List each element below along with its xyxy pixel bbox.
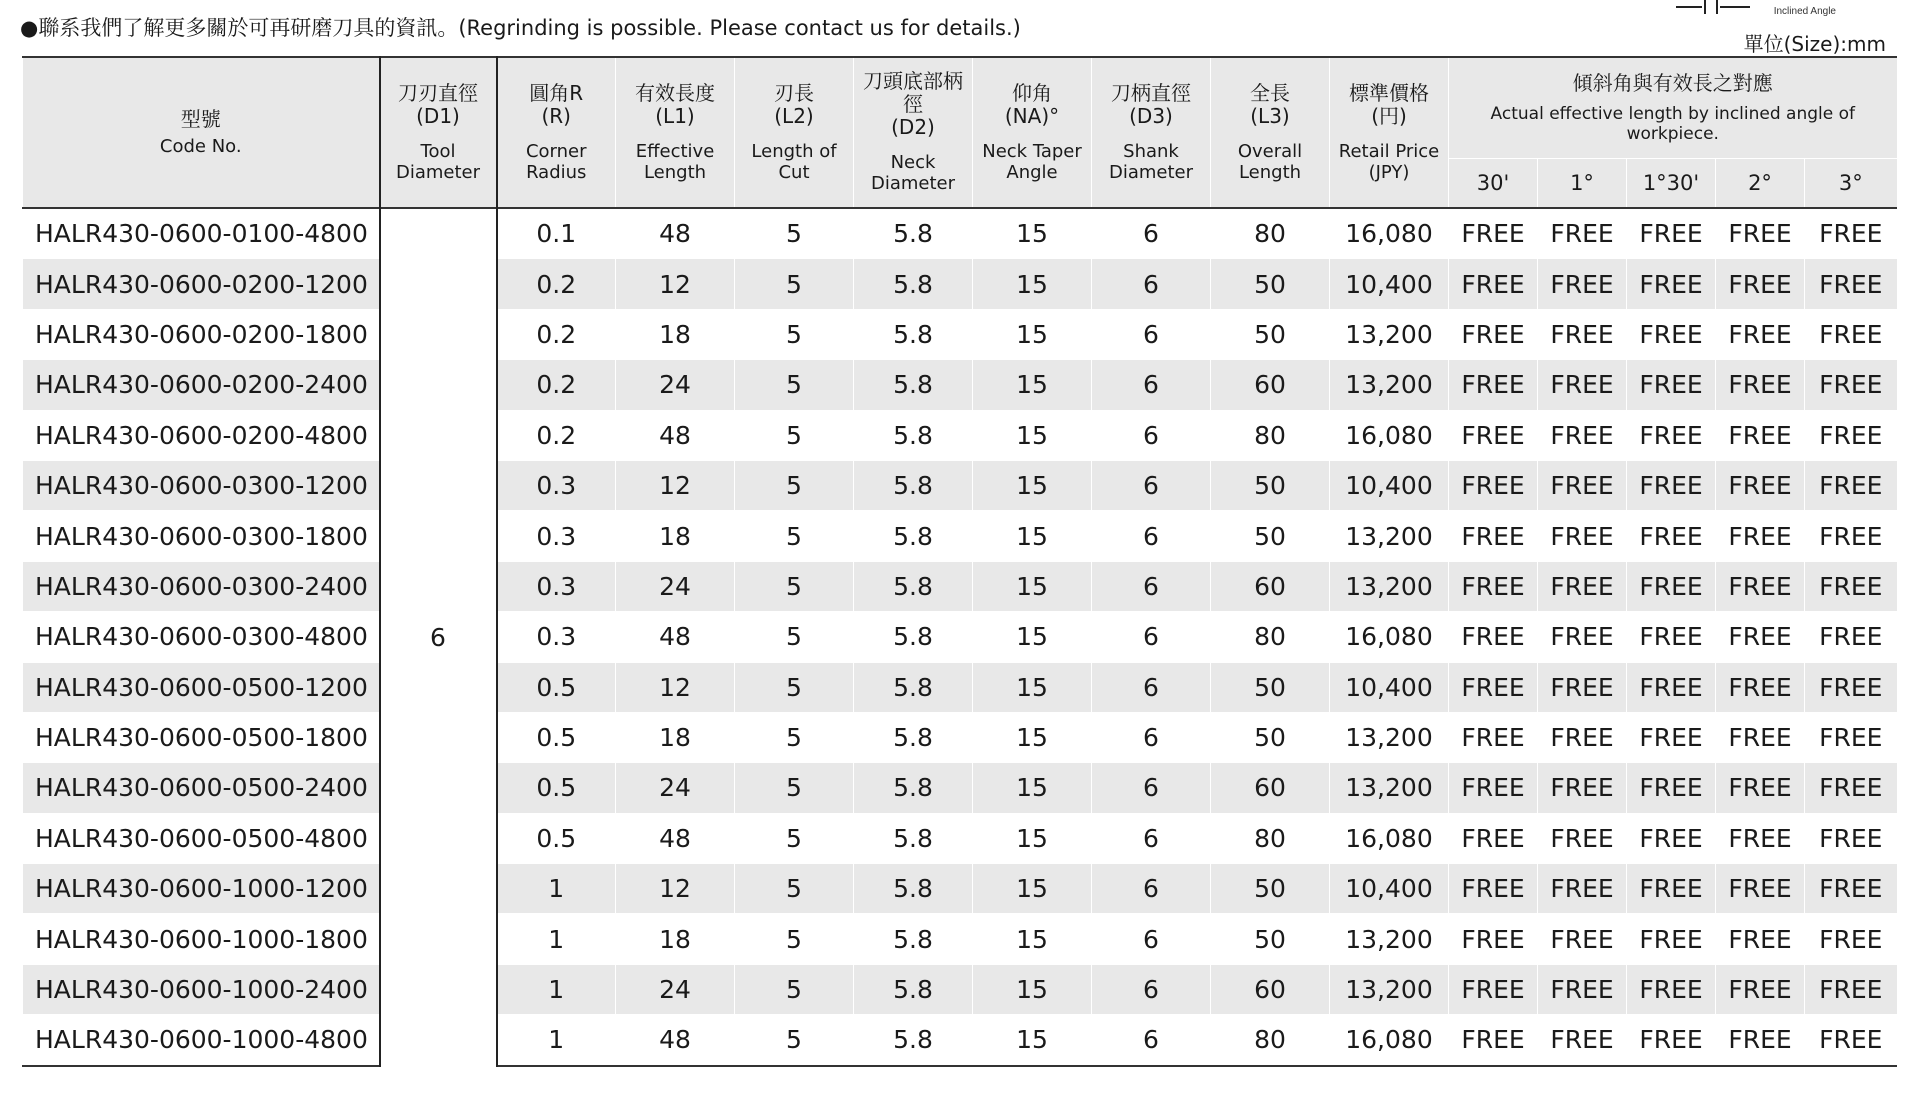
cell-angle-length: FREE — [1627, 410, 1716, 460]
table-row — [23, 914, 1897, 964]
table-row — [23, 1015, 1897, 1066]
cell-angle-length: FREE — [1716, 864, 1805, 914]
table-row — [23, 712, 1897, 762]
cell-shank-diameter: 6 — [1092, 712, 1211, 762]
cell-corner-radius: 0.2 — [497, 259, 616, 309]
cell-length-of-cut: 5 — [735, 864, 854, 914]
cell-shank-diameter: 6 — [1092, 612, 1211, 662]
cell-effective-length: 24 — [616, 561, 735, 611]
cell-length-of-cut: 5 — [735, 914, 854, 964]
cell-neck-taper-angle: 15 — [973, 763, 1092, 813]
product-table — [22, 56, 1897, 1067]
cell-neck-taper-angle: 15 — [973, 410, 1092, 460]
table-row — [23, 208, 1897, 259]
cell-angle-length: FREE — [1449, 511, 1538, 561]
header-effective-length: 有效長度 (L1) Effective Length — [616, 57, 735, 208]
table-row — [23, 763, 1897, 813]
cell-angle-length: FREE — [1627, 712, 1716, 762]
cell-angle-length: FREE — [1449, 712, 1538, 762]
cell-angle-length: FREE — [1805, 813, 1897, 863]
cell-neck-taper-angle: 15 — [973, 208, 1092, 259]
cell-code: HALR430-0600-0500-1800 — [23, 712, 380, 762]
cell-effective-length: 18 — [616, 511, 735, 561]
table-body — [23, 208, 1897, 1066]
cell-angle-length: FREE — [1449, 964, 1538, 1014]
table-row — [23, 561, 1897, 611]
cell-angle-length: FREE — [1627, 259, 1716, 309]
cell-shank-diameter: 6 — [1092, 360, 1211, 410]
cell-shank-diameter: 6 — [1092, 259, 1211, 309]
cell-angle-length: FREE — [1716, 763, 1805, 813]
cell-angle-length: FREE — [1538, 763, 1627, 813]
cell-overall-length: 50 — [1211, 662, 1330, 712]
cell-neck-diameter: 5.8 — [854, 612, 973, 662]
cell-neck-taper-angle: 15 — [973, 460, 1092, 510]
cell-angle-length: FREE — [1538, 712, 1627, 762]
cell-length-of-cut: 5 — [735, 360, 854, 410]
cell-angle-length: FREE — [1449, 208, 1538, 259]
cell-angle-length: FREE — [1538, 914, 1627, 964]
cell-effective-length: 12 — [616, 864, 735, 914]
cell-angle-length: FREE — [1805, 360, 1897, 410]
cell-corner-radius: 0.2 — [497, 410, 616, 460]
cell-corner-radius: 0.5 — [497, 662, 616, 712]
cell-neck-taper-angle: 15 — [973, 511, 1092, 561]
cell-overall-length: 50 — [1211, 309, 1330, 359]
cell-overall-length: 80 — [1211, 612, 1330, 662]
cell-angle-length: FREE — [1627, 662, 1716, 712]
cell-neck-diameter: 5.8 — [854, 914, 973, 964]
cell-code: HALR430-0600-0200-1800 — [23, 309, 380, 359]
cell-angle-length: FREE — [1627, 561, 1716, 611]
cell-angle-length: FREE — [1627, 511, 1716, 561]
cell-angle-length: FREE — [1627, 208, 1716, 259]
cell-corner-radius: 0.3 — [497, 612, 616, 662]
cell-retail-price: 13,200 — [1330, 561, 1449, 611]
cell-neck-taper-angle: 15 — [973, 1015, 1092, 1066]
cell-retail-price: 10,400 — [1330, 460, 1449, 510]
cell-angle-length: FREE — [1449, 864, 1538, 914]
cell-shank-diameter: 6 — [1092, 309, 1211, 359]
cell-angle-length: FREE — [1627, 360, 1716, 410]
cell-angle-length: FREE — [1449, 259, 1538, 309]
table-row — [23, 813, 1897, 863]
inclined-angle-figure — [1676, 0, 1836, 22]
table-row — [23, 259, 1897, 309]
table-row — [23, 511, 1897, 561]
cell-angle-length: FREE — [1538, 813, 1627, 863]
cell-retail-price: 13,200 — [1330, 309, 1449, 359]
cell-angle-length: FREE — [1805, 1015, 1897, 1066]
cell-angle-length: FREE — [1805, 612, 1897, 662]
cell-length-of-cut: 5 — [735, 410, 854, 460]
cell-code: HALR430-0600-0200-4800 — [23, 410, 380, 460]
cell-angle-length: FREE — [1805, 763, 1897, 813]
cell-effective-length: 18 — [616, 712, 735, 762]
cell-corner-radius: 1 — [497, 1015, 616, 1066]
cell-retail-price: 16,080 — [1330, 813, 1449, 863]
cell-length-of-cut: 5 — [735, 259, 854, 309]
cell-angle-length: FREE — [1805, 964, 1897, 1014]
cell-shank-diameter: 6 — [1092, 662, 1211, 712]
cell-angle-length: FREE — [1716, 561, 1805, 611]
cell-overall-length: 50 — [1211, 511, 1330, 561]
cell-code: HALR430-0600-0300-4800 — [23, 612, 380, 662]
cell-angle-length: FREE — [1449, 662, 1538, 712]
cell-length-of-cut: 5 — [735, 1015, 854, 1066]
cell-corner-radius: 0.5 — [497, 763, 616, 813]
cell-angle-length: FREE — [1716, 208, 1805, 259]
cell-neck-diameter: 5.8 — [854, 763, 973, 813]
cell-retail-price: 16,080 — [1330, 410, 1449, 460]
cell-angle-length: FREE — [1805, 259, 1897, 309]
arrow-line-left — [1676, 6, 1702, 8]
table-row — [23, 864, 1897, 914]
cell-angle-length: FREE — [1805, 410, 1897, 460]
cell-angle-length: FREE — [1449, 309, 1538, 359]
cell-retail-price: 13,200 — [1330, 914, 1449, 964]
header-length-of-cut: 刃長 (L2) Length of Cut — [735, 57, 854, 208]
cell-shank-diameter: 6 — [1092, 864, 1211, 914]
cell-shank-diameter: 6 — [1092, 1015, 1211, 1066]
cell-angle-length: FREE — [1805, 712, 1897, 762]
header-angle-2deg: 2° — [1716, 159, 1805, 209]
cell-code: HALR430-0600-0200-1200 — [23, 259, 380, 309]
cell-angle-length: FREE — [1627, 1015, 1716, 1066]
cell-angle-length: FREE — [1538, 964, 1627, 1014]
cell-code: HALR430-0600-0300-1200 — [23, 460, 380, 510]
cell-angle-length: FREE — [1449, 813, 1538, 863]
cell-code: HALR430-0600-1000-1200 — [23, 864, 380, 914]
cell-length-of-cut: 5 — [735, 813, 854, 863]
cell-angle-length: FREE — [1538, 410, 1627, 460]
cell-angle-length: FREE — [1538, 662, 1627, 712]
cell-shank-diameter: 6 — [1092, 208, 1211, 259]
header-code: 型號 Code No. — [23, 57, 380, 208]
cell-overall-length: 60 — [1211, 763, 1330, 813]
cell-code: HALR430-0600-0500-4800 — [23, 813, 380, 863]
cell-angle-length: FREE — [1805, 208, 1897, 259]
cell-code: HALR430-0600-0500-2400 — [23, 763, 380, 813]
cell-effective-length: 12 — [616, 460, 735, 510]
cell-corner-radius: 0.5 — [497, 813, 616, 863]
cell-angle-length: FREE — [1538, 1015, 1627, 1066]
cell-shank-diameter: 6 — [1092, 410, 1211, 460]
cell-overall-length: 80 — [1211, 1015, 1330, 1066]
cell-neck-diameter: 5.8 — [854, 410, 973, 460]
cell-angle-length: FREE — [1449, 460, 1538, 510]
cell-retail-price: 16,080 — [1330, 208, 1449, 259]
cell-effective-length: 18 — [616, 914, 735, 964]
cell-angle-length: FREE — [1538, 208, 1627, 259]
cell-corner-radius: 1 — [497, 964, 616, 1014]
cell-code: HALR430-0600-0200-2400 — [23, 360, 380, 410]
cell-code: HALR430-0600-1000-4800 — [23, 1015, 380, 1066]
header-inclined-angle-group: 傾斜角與有效長之對應 Actual effective length by inclined angle of workpiece. — [1449, 57, 1897, 159]
cell-neck-taper-angle: 15 — [973, 612, 1092, 662]
header-neck-diameter: 刀頭底部柄徑 (D2) Neck Diameter — [854, 57, 973, 208]
cell-effective-length: 48 — [616, 813, 735, 863]
cell-retail-price: 16,080 — [1330, 612, 1449, 662]
cell-effective-length: 18 — [616, 309, 735, 359]
cell-overall-length: 50 — [1211, 864, 1330, 914]
cell-shank-diameter: 6 — [1092, 914, 1211, 964]
cell-tool-diameter: 6 — [380, 208, 497, 1066]
cell-angle-length: FREE — [1716, 914, 1805, 964]
cell-shank-diameter: 6 — [1092, 561, 1211, 611]
cell-corner-radius: 1 — [497, 864, 616, 914]
regrinding-notice: ●聯系我們了解更多關於可再研磨刀具的資訊。(Regrinding is possible. Please contact us for details.) — [20, 16, 1021, 40]
cell-retail-price: 16,080 — [1330, 1015, 1449, 1066]
cell-angle-length: FREE — [1805, 662, 1897, 712]
cell-length-of-cut: 5 — [735, 964, 854, 1014]
cell-code: HALR430-0600-1000-2400 — [23, 964, 380, 1014]
cell-neck-taper-angle: 15 — [973, 864, 1092, 914]
cell-angle-length: FREE — [1538, 612, 1627, 662]
cell-angle-length: FREE — [1538, 864, 1627, 914]
cell-angle-length: FREE — [1627, 864, 1716, 914]
cell-neck-taper-angle: 15 — [973, 309, 1092, 359]
cell-effective-length: 24 — [616, 763, 735, 813]
cell-neck-taper-angle: 15 — [973, 813, 1092, 863]
cell-code: HALR430-0600-0500-1200 — [23, 662, 380, 712]
cell-neck-diameter: 5.8 — [854, 813, 973, 863]
cell-overall-length: 80 — [1211, 813, 1330, 863]
cell-neck-taper-angle: 15 — [973, 662, 1092, 712]
cell-angle-length: FREE — [1627, 914, 1716, 964]
table-row — [23, 612, 1897, 662]
cell-length-of-cut: 5 — [735, 763, 854, 813]
cell-corner-radius: 1 — [497, 914, 616, 964]
header-angle-3deg: 3° — [1805, 159, 1897, 209]
cell-effective-length: 12 — [616, 662, 735, 712]
cell-overall-length: 80 — [1211, 410, 1330, 460]
header-angle-30min: 30' — [1449, 159, 1538, 209]
cell-shank-diameter: 6 — [1092, 813, 1211, 863]
header-overall-length: 全長 (L3) Overall Length — [1211, 57, 1330, 208]
header-corner-radius: 圓角R (R) Corner Radius — [497, 57, 616, 208]
cell-neck-diameter: 5.8 — [854, 460, 973, 510]
cell-angle-length: FREE — [1538, 460, 1627, 510]
inclined-angle-label: Inclined Angle — [1773, 6, 1836, 17]
header-angle-1deg30min: 1°30' — [1627, 159, 1716, 209]
cell-length-of-cut: 5 — [735, 712, 854, 762]
cell-retail-price: 13,200 — [1330, 964, 1449, 1014]
table-row — [23, 410, 1897, 460]
cell-neck-diameter: 5.8 — [854, 712, 973, 762]
cell-shank-diameter: 6 — [1092, 964, 1211, 1014]
cell-overall-length: 60 — [1211, 360, 1330, 410]
cell-retail-price: 13,200 — [1330, 360, 1449, 410]
cell-angle-length: FREE — [1627, 460, 1716, 510]
cell-corner-radius: 0.1 — [497, 208, 616, 259]
cell-angle-length: FREE — [1627, 763, 1716, 813]
cell-neck-taper-angle: 15 — [973, 964, 1092, 1014]
cell-angle-length: FREE — [1716, 360, 1805, 410]
cell-overall-length: 50 — [1211, 460, 1330, 510]
cell-angle-length: FREE — [1716, 712, 1805, 762]
cell-retail-price: 13,200 — [1330, 712, 1449, 762]
cell-corner-radius: 0.3 — [497, 561, 616, 611]
cell-length-of-cut: 5 — [735, 662, 854, 712]
cell-overall-length: 50 — [1211, 259, 1330, 309]
angle-bar-left — [1704, 0, 1706, 14]
cell-angle-length: FREE — [1805, 864, 1897, 914]
cell-angle-length: FREE — [1805, 309, 1897, 359]
cell-overall-length: 50 — [1211, 712, 1330, 762]
cell-effective-length: 48 — [616, 208, 735, 259]
cell-neck-taper-angle: 15 — [973, 914, 1092, 964]
cell-retail-price: 10,400 — [1330, 662, 1449, 712]
cell-effective-length: 24 — [616, 964, 735, 1014]
header-retail-price: 標準價格 (円) Retail Price (JPY) — [1330, 57, 1449, 208]
cell-shank-diameter: 6 — [1092, 763, 1211, 813]
cell-angle-length: FREE — [1449, 763, 1538, 813]
cell-angle-length: FREE — [1805, 914, 1897, 964]
cell-angle-length: FREE — [1538, 561, 1627, 611]
cell-angle-length: FREE — [1538, 309, 1627, 359]
cell-overall-length: 60 — [1211, 964, 1330, 1014]
cell-length-of-cut: 5 — [735, 460, 854, 510]
cell-angle-length: FREE — [1627, 813, 1716, 863]
cell-angle-length: FREE — [1627, 309, 1716, 359]
cell-shank-diameter: 6 — [1092, 460, 1211, 510]
cell-length-of-cut: 5 — [735, 309, 854, 359]
cell-angle-length: FREE — [1449, 612, 1538, 662]
cell-neck-diameter: 5.8 — [854, 511, 973, 561]
cell-overall-length: 60 — [1211, 561, 1330, 611]
cell-angle-length: FREE — [1716, 1015, 1805, 1066]
table-row — [23, 360, 1897, 410]
table-row — [23, 662, 1897, 712]
cell-angle-length: FREE — [1449, 410, 1538, 460]
cell-angle-length: FREE — [1538, 511, 1627, 561]
cell-neck-diameter: 5.8 — [854, 259, 973, 309]
arrow-line-right — [1720, 6, 1750, 8]
cell-code: HALR430-0600-0300-2400 — [23, 561, 380, 611]
cell-neck-taper-angle: 15 — [973, 259, 1092, 309]
cell-angle-length: FREE — [1716, 813, 1805, 863]
cell-neck-taper-angle: 15 — [973, 360, 1092, 410]
cell-retail-price: 10,400 — [1330, 864, 1449, 914]
cell-effective-length: 48 — [616, 410, 735, 460]
cell-length-of-cut: 5 — [735, 561, 854, 611]
cell-code: HALR430-0600-0100-4800 — [23, 208, 380, 259]
cell-overall-length: 50 — [1211, 914, 1330, 964]
cell-effective-length: 12 — [616, 259, 735, 309]
cell-length-of-cut: 5 — [735, 208, 854, 259]
cell-angle-length: FREE — [1627, 964, 1716, 1014]
cell-angle-length: FREE — [1538, 259, 1627, 309]
cell-neck-taper-angle: 15 — [973, 712, 1092, 762]
cell-effective-length: 48 — [616, 612, 735, 662]
cell-retail-price: 13,200 — [1330, 763, 1449, 813]
table-row — [23, 964, 1897, 1014]
cell-neck-diameter: 5.8 — [854, 561, 973, 611]
table-row — [23, 309, 1897, 359]
cell-length-of-cut: 5 — [735, 511, 854, 561]
table-row — [23, 460, 1897, 510]
cell-angle-length: FREE — [1449, 561, 1538, 611]
cell-angle-length: FREE — [1716, 662, 1805, 712]
header-neck-taper-angle: 仰角 (NA)° Neck Taper Angle — [973, 57, 1092, 208]
cell-angle-length: FREE — [1716, 511, 1805, 561]
cell-code: HALR430-0600-0300-1800 — [23, 511, 380, 561]
cell-effective-length: 48 — [616, 1015, 735, 1066]
cell-corner-radius: 0.2 — [497, 309, 616, 359]
cell-angle-length: FREE — [1716, 460, 1805, 510]
cell-angle-length: FREE — [1538, 360, 1627, 410]
header-tool-diameter: 刀刃直徑 (D1) Tool Diameter — [380, 57, 497, 208]
cell-neck-diameter: 5.8 — [854, 309, 973, 359]
cell-neck-diameter: 5.8 — [854, 864, 973, 914]
cell-effective-length: 24 — [616, 360, 735, 410]
cell-angle-length: FREE — [1805, 460, 1897, 510]
cell-corner-radius: 0.2 — [497, 360, 616, 410]
cell-neck-diameter: 5.8 — [854, 360, 973, 410]
cell-angle-length: FREE — [1627, 612, 1716, 662]
cell-angle-length: FREE — [1449, 1015, 1538, 1066]
cell-angle-length: FREE — [1805, 561, 1897, 611]
cell-retail-price: 10,400 — [1330, 259, 1449, 309]
cell-length-of-cut: 5 — [735, 612, 854, 662]
cell-overall-length: 80 — [1211, 208, 1330, 259]
angle-bar-right — [1716, 0, 1718, 14]
unit-label: 單位(Size):mm — [1743, 32, 1886, 56]
cell-neck-diameter: 5.8 — [854, 964, 973, 1014]
cell-corner-radius: 0.5 — [497, 712, 616, 762]
cell-retail-price: 13,200 — [1330, 511, 1449, 561]
cell-corner-radius: 0.3 — [497, 460, 616, 510]
cell-angle-length: FREE — [1449, 360, 1538, 410]
cell-neck-diameter: 5.8 — [854, 1015, 973, 1066]
header-angle-1deg: 1° — [1538, 159, 1627, 209]
header-shank-diameter: 刀柄直徑 (D3) Shank Diameter — [1092, 57, 1211, 208]
cell-angle-length: FREE — [1449, 914, 1538, 964]
cell-shank-diameter: 6 — [1092, 511, 1211, 561]
cell-neck-diameter: 5.8 — [854, 208, 973, 259]
cell-code: HALR430-0600-1000-1800 — [23, 914, 380, 964]
cell-neck-diameter: 5.8 — [854, 662, 973, 712]
cell-angle-length: FREE — [1716, 612, 1805, 662]
cell-angle-length: FREE — [1716, 964, 1805, 1014]
table-header — [23, 57, 1897, 208]
cell-angle-length: FREE — [1716, 259, 1805, 309]
cell-corner-radius: 0.3 — [497, 511, 616, 561]
cell-neck-taper-angle: 15 — [973, 561, 1092, 611]
cell-angle-length: FREE — [1716, 309, 1805, 359]
cell-angle-length: FREE — [1716, 410, 1805, 460]
cell-angle-length: FREE — [1805, 511, 1897, 561]
